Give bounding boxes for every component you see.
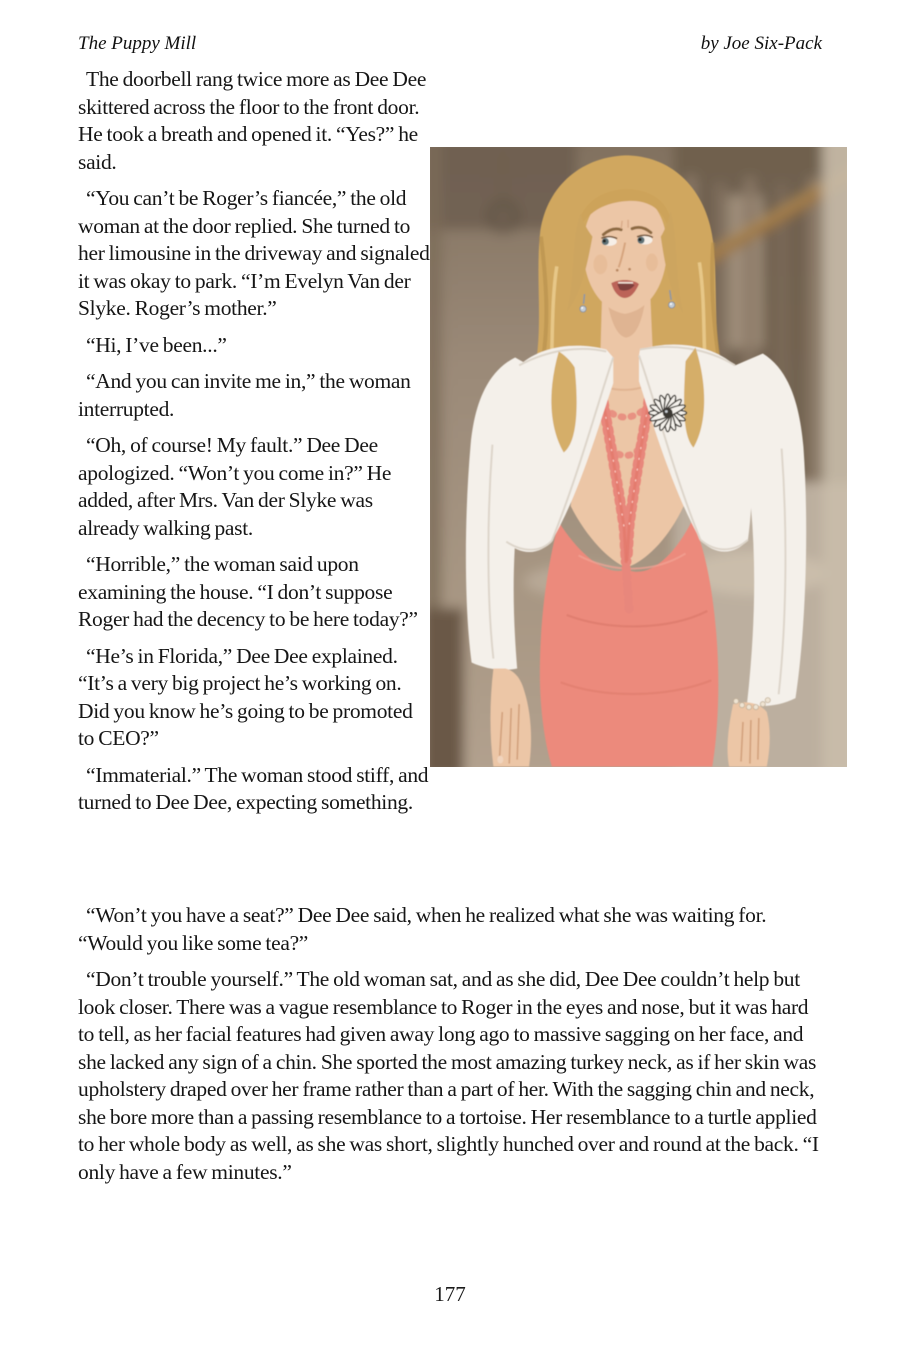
story-paragraph: “Immaterial.” The woman stood stiff, and turned to Dee Dee, expecting something. [78,762,429,814]
story-paragraph: “You can’t be Roger’s fiancée,” the old woman at the door replied. She turned to her limousine in the driveway and signaled it was okay to park. “I’m Evelyn Van der Slyke. Roger’s mother.” [78,186,430,320]
wrapped-text-section [78,66,847,826]
right-hand [728,702,770,766]
story-paragraph: “And you can invite me in,” the woman interrupted. [78,369,411,421]
wood-post [430,608,464,767]
story-paragraph: The doorbell rang twice more as Dee Dee skittered across the floor to the front door. He took a breath and opened it. “Yes?” he said. [78,67,427,174]
author-byline: by Joe Six-Pack [700,33,822,54]
daisy-brooch [649,394,687,432]
book-title: The Puppy Mill [78,33,197,54]
story-paragraph: “Hi, I’ve been...” [86,332,227,357]
story-paragraph: “Don’t trouble yourself.” The old woman sat, and as she did, Dee Dee couldn’t help but look closer. There was a vague resemblance to Roger in the eyes and nose, but it was hard to tell, as her facial features had given away long ago to massive sagging on her face, and she lacked any sign of a chin. She sported the most amazing turkey neck, as if her skin was upholstery draped over her frame rather than a part of her. With the sagging chin and neck, she bore more than a passing resemblance to a tortoise. Her resemblance to a turtle applied to her whole body as well, as she was short, slightly hunched over and round at the back. “I only have a few minutes.” [78,967,819,1184]
text-column [78,66,430,826]
story-paragraph: “He’s in Florida,” Dee Dee explained. “It’s a very big project he’s working on. Did you know he’s going to be promoted to CEO?” [78,643,413,750]
full-width-text-section [78,902,822,1195]
story-paragraph: “Won’t you have a seat?” Dee Dee said, when he realized what she was waiting for. “Would you like some tea?” [78,903,767,955]
story-paragraph: “Oh, of course! My fault.” Dee Dee apologized. “Won’t you come in?” He added, after Mrs. Van der Slyke was already walking past. [78,433,392,540]
story-paragraph: “Horrible,” the woman said upon examining the house. “I don’t suppose Roger had the decency to be here today?” [78,552,418,631]
running-header [78,33,822,55]
story-photo [430,147,847,767]
photo-illustration [430,147,847,767]
page-footer [0,1282,900,1307]
page-number: 177 [434,1282,466,1306]
